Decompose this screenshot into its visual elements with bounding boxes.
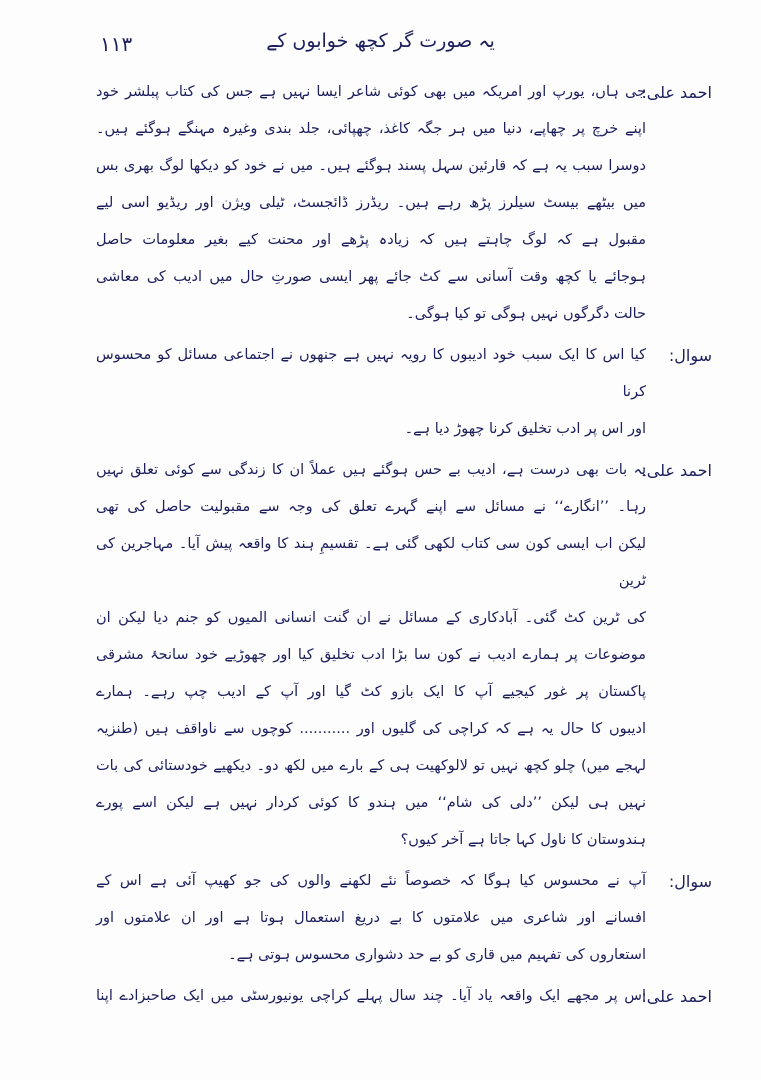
text-line: یہ بات بھی درست ہے، ادیب بے حس ہوگئے ہیں عملاً ان کا زندگی سے کوئی تعلق نہیں (96, 462, 646, 478)
page-body (96, 74, 712, 1019)
text-line: حالت دگرگوں نہیں ہوگی تو کیا ہوگی۔ (406, 306, 646, 322)
speaker-label: احمد علی: (641, 83, 712, 102)
text-line: افسانے اور شاعری میں علامتوں کا بے دریغ استعمال ہوتا ہے اور ان علامتوں اور (96, 910, 646, 926)
dialogue-block (96, 978, 712, 1015)
dialogue-block (96, 863, 712, 974)
text-line: پاکستان پر غور کیجیے آپ کا ایک بازو کٹ گیا اور آپ کے ادیب چپ رہے۔ ہمارے (96, 684, 646, 700)
speaker-label: احمد علی: (641, 461, 712, 480)
dialogue-block (96, 74, 712, 333)
paragraph (96, 452, 646, 859)
text-line: ادیبوں کا حال یہ ہے کہ کراچی کی گلیوں اور ........... کوچوں سے ناواقف ہیں (طنزیہ (96, 721, 646, 737)
text-line: کیا اس کا ایک سبب خود ادیبوں کا رویہ نہیں ہے جنھوں نے اجتماعی مسائل کو محسوس کرنا (96, 347, 646, 400)
paragraph (96, 337, 646, 448)
text-line: رہا۔ ’’انگارے‘‘ نے مسائل سے اپنے گہرے تعلق کی وجہ سے مقبولیت حاصل کی تھی (96, 499, 646, 515)
text-line: کی ٹرین کٹ گئی۔ آبادکاری کے مسائل نے ان گنت انسانی المیوں کو جنم دیا لیکن ان (96, 610, 646, 626)
paragraph (96, 74, 646, 333)
text-line: اور اس پر ادب تخلیق کرنا چھوڑ دیا ہے۔ (404, 421, 646, 437)
text-line: اپنے خرچ پر چھاپے، دنیا میں ہر جگہ کاغذ، چھپائی، جلد بندی وغیرہ مہنگے ہوگئے ہیں۔ (96, 121, 646, 137)
text-line: ہندوستان کا ناول کہا جاتا ہے آخر کیوں؟ (400, 832, 646, 848)
dialogue-block (96, 337, 712, 448)
text-line: موضوعات پر ہمارے ادیب نے کون سا بڑا ادب تخلیق کیا اور چھوڑیے خود سانحۂ مشرقی (96, 647, 646, 663)
text-line: میں بیٹھے بیسٹ سیلرز پڑھ رہے ہیں۔ ریڈرز ڈائجسٹ، ٹیلی ویژن اور ریڈیو اسی لیے (96, 195, 646, 211)
text-line: آپ نے محسوس کیا ہوگا کہ خصوصاً نئے لکھنے والوں کی جو کھیپ آئی ہے اس کے (96, 873, 646, 889)
paragraph (96, 863, 646, 974)
speaker-label: احمد علی: (641, 987, 712, 1006)
text-line: جی ہاں، یورپ اور امریکہ میں بھی کوئی شاعر ایسا نہیں ہے جس کی کتاب پبلشر خود (96, 84, 646, 100)
text-line: دوسرا سبب یہ ہے کہ قارئین سہل پسند ہوگئے ہیں۔ میں نے خود کو دیکھا لوگ بھری بس (96, 158, 646, 174)
running-title: یہ صورت گر کچھ خوابوں کے (266, 30, 495, 52)
paragraph (96, 978, 646, 1015)
text-line: استعاروں کی تفہیم میں قاری کو بے حد دشواری محسوس ہوتی ہے۔ (228, 947, 646, 963)
text-line: مقبول ہے کہ لوگ چاہتے ہیں کہ زیادہ پڑھے اور محنت کیے بغیر معلومات حاصل (96, 232, 646, 248)
text-line: لیکن اب ایسی کون سی کتاب لکھی گئی ہے۔ تقسیمِ ہند کا واقعہ پیش آیا۔ مہاجرین کی ٹرین (96, 536, 646, 589)
text-line: لہجے میں) چلو کچھ نہیں تو لالوکھیت ہی کے بارے میں لکھ دو۔ دیکھیے خودستائی کی بات (96, 758, 646, 774)
text-line: نہیں ہی لیکن ’’دلی کی شام‘‘ میں ہندو کا کوئی کردار نہیں ہے لیکن اسے پورے (96, 795, 646, 811)
page-number: ۱۱۳ (100, 32, 133, 56)
text-line: اس پر مجھے ایک واقعہ یاد آیا۔ چند سال پہلے کراچی یونیورسٹی میں ایک صاحبزادے اپنا (96, 988, 646, 1004)
speaker-label: سوال: (668, 346, 712, 365)
dialogue-block (96, 452, 712, 859)
text-line: ہوجائے یا کچھ وقت آسانی سے کٹ جائے پھر ایسی صورتِ حال میں ادیب کی معاشی (96, 269, 646, 285)
speaker-label: سوال: (668, 872, 712, 891)
